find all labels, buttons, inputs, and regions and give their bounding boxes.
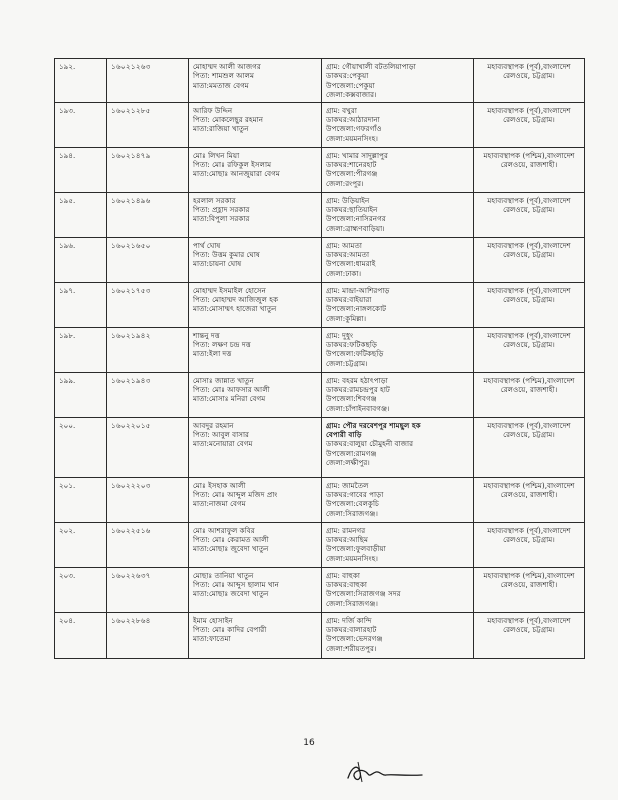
serial-cell: [55, 327, 107, 372]
address-line: উপজেলা:ফুলবাড়ীয়া: [326, 544, 386, 554]
address-line: উপজেলা:সিরাজগঞ্জ সদর: [326, 589, 401, 599]
roll-number: ১৬০২১৪৭৯: [111, 150, 151, 160]
mother-name: মাতা:বিপুলা সরকার: [193, 214, 250, 224]
name-cell: [189, 147, 322, 192]
name-cell: [189, 192, 322, 237]
table-row: [55, 477, 585, 522]
roll-number: ১৬০২১৪৯৬: [111, 195, 151, 205]
candidate-name: মোহাম্মদ আলী আজগর: [193, 62, 261, 71]
roll-number: ১৬০২২৫১৬: [111, 525, 151, 535]
office-cell: [474, 59, 585, 103]
serial-number: ১৯৪.: [59, 150, 76, 160]
office-cell: [474, 282, 585, 327]
page-number: 16: [303, 738, 315, 748]
name-cell: [189, 102, 322, 147]
address-cell: [322, 282, 474, 327]
candidate-name: আবদুর রহমান: [193, 420, 234, 430]
address-line: ডাকঘর:আছিম: [326, 535, 369, 545]
address-line: গ্রাম: জামতৈল: [326, 480, 369, 490]
table-row: [55, 237, 585, 282]
table-row: [55, 192, 585, 237]
address-line: জেলা:সিরাজগঞ্জ।: [326, 508, 378, 518]
address-line: গ্রাম: উড়িয়াইন: [326, 195, 370, 205]
father-name: পিতা: মোঃ আফসার আলী: [193, 385, 270, 395]
address-line: গ্রাম: আমতা: [326, 240, 363, 250]
table-row: [55, 522, 585, 567]
office-cell: [474, 372, 585, 417]
roll-number: ১৬০২২২০৩: [111, 480, 151, 490]
mother-name: মাতা:মোছাঃ আনজুয়ারা বেগম: [193, 169, 280, 179]
address-cell: [322, 372, 474, 417]
candidate-name: ইমাম হোসাইন: [193, 615, 233, 625]
address-line: জেলা:ব্রাহ্মণবাড়িয়া।: [326, 223, 385, 233]
address-line: গ্রাম: পৌর দরবেশপুর শামছুল হক: [326, 420, 421, 430]
address-line: উপজেলা:নাসিরনগর: [326, 214, 386, 224]
address-line: গ্রাম: রামনগর: [326, 525, 366, 535]
address-line: উপজেলা:পীরগঞ্জ: [326, 169, 378, 179]
roll-cell: [107, 567, 189, 612]
address-cell: [322, 567, 474, 612]
address-line: ডাকঘর:রামচন্দ্রপুর হাট: [326, 385, 390, 395]
candidate-name: মোঃ ইসহাক আলী: [193, 480, 246, 490]
address-line: জেলা:ঢাকা।: [326, 268, 362, 278]
address-line: ডাকঘর:বালুয়া চৌমুহনী বাজার: [326, 439, 414, 449]
mother-name: মাতা:মমতাজ বেগম: [193, 80, 249, 90]
serial-cell: [55, 522, 107, 567]
father-name: পিতা: শামশুল আলম: [193, 71, 255, 81]
assigned-office: মহাব্যবস্থাপক (পশ্চিম),বাংলাদেশ রেলওয়ে, রাজশাহী।: [483, 570, 575, 590]
address-cell: [322, 417, 474, 477]
mother-name: মাতা:রাজিয়া খাতুন: [193, 124, 249, 134]
office-cell: [474, 147, 585, 192]
address-line: ডাকঘর:বালারহাট: [326, 625, 377, 635]
serial-cell: [55, 372, 107, 417]
name-cell: [189, 237, 322, 282]
address-line: গ্রাম: বহরম হঠাৎপাড়া: [326, 375, 388, 385]
serial-number: ১৯৭.: [59, 285, 76, 295]
candidate-name: মোঃ আশরাফুল কবির: [193, 525, 255, 535]
address-cell: [322, 192, 474, 237]
assigned-office: মহাব্যবস্থাপক (পূর্ব),বাংলাদেশ রেলওয়ে, চট্টগ্রাম।: [487, 615, 571, 635]
roll-cell: [107, 192, 189, 237]
mother-name: মাতা:মোছাঃ জবেদা খাতুন: [193, 589, 269, 599]
address-line: ডাকঘর:ছাতিয়াইন: [326, 205, 378, 215]
roll-cell: [107, 237, 189, 282]
assigned-office: মহাব্যবস্থাপক (পূর্ব),বাংলাদেশ রেলওয়ে, চট্টগ্রাম।: [487, 195, 571, 215]
mother-name: মাতা:মোছাঃ জুবেদা খাতুন: [193, 544, 269, 554]
office-cell: [474, 237, 585, 282]
table-row: [55, 102, 585, 147]
address-line: জেলা:কক্সবাজার।: [326, 90, 377, 100]
roll-cell: [107, 417, 189, 477]
address-line: গ্রাম: খামার সাদুল্লাপুর: [326, 150, 388, 160]
name-cell: [189, 417, 322, 477]
candidate-name: শান্তনু দত্ত: [193, 330, 220, 340]
address-line: গ্রাম: গৌয়াখালী বটতলিয়াপাড়া: [326, 62, 416, 71]
address-cell: [322, 147, 474, 192]
serial-number: ২০৪.: [59, 615, 76, 625]
serial-number: ২০২.: [59, 525, 76, 535]
candidate-name: আরিফ উদ্দিন: [193, 105, 233, 115]
father-name: পিতা: মোকলেছুর রহমান: [193, 115, 264, 125]
father-name: পিতা: প্রহ্লাদ সরকার: [193, 205, 250, 215]
mother-name: মাতা:নাজমা বেগম: [193, 499, 246, 509]
table-row: [55, 372, 585, 417]
address-line: উপজেলা:ভেদরগঞ্জ: [326, 634, 383, 644]
address-line: উপজেলা:ধামরাই: [326, 259, 376, 269]
serial-cell: [55, 612, 107, 658]
candidate-name: মোছাঃ তানিয়া খাতুন: [193, 570, 254, 580]
name-cell: [189, 282, 322, 327]
address-cell: [322, 612, 474, 658]
assigned-office: মহাব্যবস্থাপক (পশ্চিম),বাংলাদেশ রেলওয়ে, রাজশাহী।: [483, 150, 575, 170]
name-cell: [189, 59, 322, 103]
address-line: গ্রাম: দর্জি কান্দি: [326, 615, 372, 625]
address-line: উপজেলা:গফরগাঁও: [326, 124, 382, 134]
roll-cell: [107, 477, 189, 522]
mother-name: মাতা:মোসাঃ মনিরা বেগম: [193, 394, 266, 404]
serial-number: ২০৩.: [59, 570, 76, 580]
address-line: জেলা:রংপুর।: [326, 178, 364, 188]
serial-cell: [55, 567, 107, 612]
address-cell: [322, 102, 474, 147]
table-row: [55, 147, 585, 192]
office-cell: [474, 417, 585, 477]
office-cell: [474, 327, 585, 372]
father-name: পিতা: মোঃ রফিকুল ইসলাম: [193, 160, 272, 170]
address-line: উপজেলা:রামগঞ্জ: [326, 448, 377, 458]
assigned-office: মহাব্যবস্থাপক (পূর্ব),বাংলাদেশ রেলওয়ে, চট্টগ্রাম।: [487, 285, 571, 305]
assigned-office: মহাব্যবস্থাপক (পূর্ব),বাংলাদেশ রেলওয়ে, চট্টগ্রাম।: [487, 105, 571, 125]
roll-number: ১৬০২১৬৫০: [111, 240, 151, 250]
address-cell: [322, 522, 474, 567]
serial-cell: [55, 147, 107, 192]
address-line: ডাকঘর:আমতা: [326, 250, 370, 260]
address-line: জেলা:ময়মনসিংহ।: [326, 553, 378, 563]
table-row: [55, 59, 585, 103]
name-cell: [189, 477, 322, 522]
candidate-name: মোসাঃ জান্নাত খাতুন: [193, 375, 254, 385]
name-cell: [189, 522, 322, 567]
roll-number: ১৬০২১৯৪৩: [111, 375, 151, 385]
table-row: [55, 327, 585, 372]
address-cell: [322, 327, 474, 372]
candidate-name: মোহাম্মদ ইসমাইল হোসেন: [193, 285, 266, 295]
table-row: [55, 612, 585, 658]
serial-cell: [55, 282, 107, 327]
serial-number: ২০০.: [59, 420, 76, 430]
address-line: জেলা:চাঁপাইনবাবগঞ্জ।: [326, 403, 390, 413]
name-cell: [189, 612, 322, 658]
serial-cell: [55, 477, 107, 522]
address-line: ডাকঘর:আঠারদানা: [326, 115, 380, 125]
address-cell: [322, 59, 474, 103]
roll-cell: [107, 522, 189, 567]
address-line: ডাকঘর:বাইয়ারা: [326, 295, 372, 305]
assigned-office: মহাব্যবস্থাপক (পশ্চিম),বাংলাদেশ রেলওয়ে, রাজশাহী।: [483, 375, 575, 395]
serial-number: ১৯৫.: [59, 195, 76, 205]
address-line: জেলা:শরীয়তপুর।: [326, 643, 377, 653]
father-name: পিতা: লক্ষণ চন্দ্র দত্ত: [193, 340, 251, 350]
roll-number: ১৬০২২৬৩৭: [111, 570, 151, 580]
address-line: গ্রাম: দুধুং: [326, 330, 354, 340]
father-name: পিতা: উত্তম কুমার ঘোষ: [193, 250, 260, 260]
signature: [344, 758, 424, 786]
roll-number: ১৬০২২৮৬৪: [111, 615, 151, 625]
candidate-name: মোঃ লিখন মিয়া: [193, 150, 240, 160]
mother-name: মাতা:ফাতেমা: [193, 634, 231, 644]
serial-number: ১৯২.: [59, 62, 76, 71]
table-row: [55, 282, 585, 327]
office-cell: [474, 477, 585, 522]
assigned-office: মহাব্যবস্থাপক (পূর্ব),বাংলাদেশ রেলওয়ে, চট্টগ্রাম।: [487, 62, 571, 81]
address-line: উপজেলা:শিবগঞ্জ: [326, 394, 377, 404]
roll-cell: [107, 612, 189, 658]
father-name: পিতা: আবুল বাসার: [193, 430, 250, 440]
address-line: উপজেলা:বেলকুচি: [326, 499, 379, 509]
roll-cell: [107, 147, 189, 192]
father-name: পিতা: মোঃ আব্দুস ছালাম খান: [193, 580, 279, 590]
address-cell: [322, 477, 474, 522]
serial-number: ১৯৬.: [59, 240, 76, 250]
roll-number: ১৬০২১৯৪২: [111, 330, 151, 340]
father-name: পিতা: মোঃ কেরামত আলী: [193, 535, 269, 545]
roll-cell: [107, 372, 189, 417]
address-line: ডাকঘর:শানেরহাট: [326, 160, 377, 170]
address-line: জেলা:ময়মনসিংহ।: [326, 133, 378, 143]
address-line: উপজেলা:ফটিকছড়ি: [326, 349, 384, 359]
serial-number: ১৯৮.: [59, 330, 76, 340]
address-line: ডাকঘর:বাহুকা: [326, 580, 368, 590]
address-line: বেপারী বাড়ি: [326, 430, 362, 440]
office-cell: [474, 102, 585, 147]
address-line: জেলা:সিরাজগঞ্জ।: [326, 598, 378, 608]
father-name: পিতা: মোঃ কাদির বেপারী: [193, 625, 267, 635]
serial-cell: [55, 237, 107, 282]
office-cell: [474, 522, 585, 567]
address-line: জেলা:কুমিল্লা।: [326, 313, 367, 323]
address-line: গ্রাম: মান্দ্রা-আশিরপাড়: [326, 285, 390, 295]
assigned-office: মহাব্যবস্থাপক (পশ্চিম),বাংলাদেশ রেলওয়ে, রাজশাহী।: [483, 480, 575, 500]
mother-name: মাতা:চায়না ঘোষ: [193, 259, 242, 269]
serial-number: ১৯৯.: [59, 375, 76, 385]
serial-number: ২০১.: [59, 480, 76, 490]
name-cell: [189, 327, 322, 372]
mother-name: মাতা:মোসাম্মৎ হাজেরা খাতুন: [193, 304, 277, 314]
serial-cell: [55, 59, 107, 103]
serial-cell: [55, 192, 107, 237]
name-cell: [189, 567, 322, 612]
roll-number: ১৬০২১২৮৫: [111, 105, 151, 115]
roll-cell: [107, 327, 189, 372]
address-line: ডাকঘর:গাবের পাড়া: [326, 490, 384, 500]
mother-name: মাতা:মনোয়ারা বেগম: [193, 439, 253, 449]
address-line: ডাকঘর:ফটিকছড়ি: [326, 340, 378, 350]
address-line: গ্রাম: বখুরা: [326, 105, 357, 115]
office-cell: [474, 192, 585, 237]
candidate-table: [54, 58, 585, 659]
father-name: পিতা: মোঃ আব্দুল মজিদ প্রাং: [193, 490, 278, 500]
roll-number: ১৬০২১৭৫৩: [111, 285, 151, 295]
address-cell: [322, 237, 474, 282]
candidate-table-body: [55, 59, 585, 659]
mother-name: মাতা:ইলা দত্ত: [193, 349, 232, 359]
table-row: [55, 417, 585, 477]
name-cell: [189, 372, 322, 417]
candidate-name: পার্থ ঘোষ: [193, 240, 221, 250]
roll-number: ১৬০২২০১৫: [111, 420, 151, 430]
serial-number: ১৯৩.: [59, 105, 76, 115]
roll-number: ১৬০২১২৬৩: [111, 62, 151, 71]
roll-cell: [107, 282, 189, 327]
assigned-office: মহাব্যবস্থাপক (পূর্ব),বাংলাদেশ রেলওয়ে, চট্টগ্রাম।: [487, 330, 571, 350]
table-row: [55, 567, 585, 612]
assigned-office: মহাব্যবস্থাপক (পূর্ব),বাংলাদেশ রেলওয়ে, চট্টগ্রাম।: [487, 240, 571, 260]
assigned-office: মহাব্যবস্থাপক (পূর্ব),বাংলাদেশ রেলওয়ে, চট্টগ্রাম।: [487, 420, 571, 440]
address-line: উপজেলা:পেকুয়া: [326, 80, 375, 90]
father-name: পিতা: মোহাম্মদ আজিজুল হক: [193, 295, 279, 305]
serial-cell: [55, 417, 107, 477]
assigned-office: মহাব্যবস্থাপক (পূর্ব),বাংলাদেশ রেলওয়ে, চট্টগ্রাম।: [487, 525, 571, 545]
address-line: জেলা:চট্টগ্রাম।: [326, 358, 368, 368]
roll-cell: [107, 59, 189, 103]
roll-cell: [107, 102, 189, 147]
office-cell: [474, 612, 585, 658]
address-line: উপজেলা:নাঙ্গলকোট: [326, 304, 387, 314]
address-line: গ্রাম: বাহুকা: [326, 570, 360, 580]
office-cell: [474, 567, 585, 612]
address-line: ডাকঘর:পেকুয়া: [326, 71, 369, 81]
candidate-name: হরলাল সরকার: [193, 195, 236, 205]
serial-cell: [55, 102, 107, 147]
address-line: জেলা:লক্ষীপুর।: [326, 458, 370, 468]
